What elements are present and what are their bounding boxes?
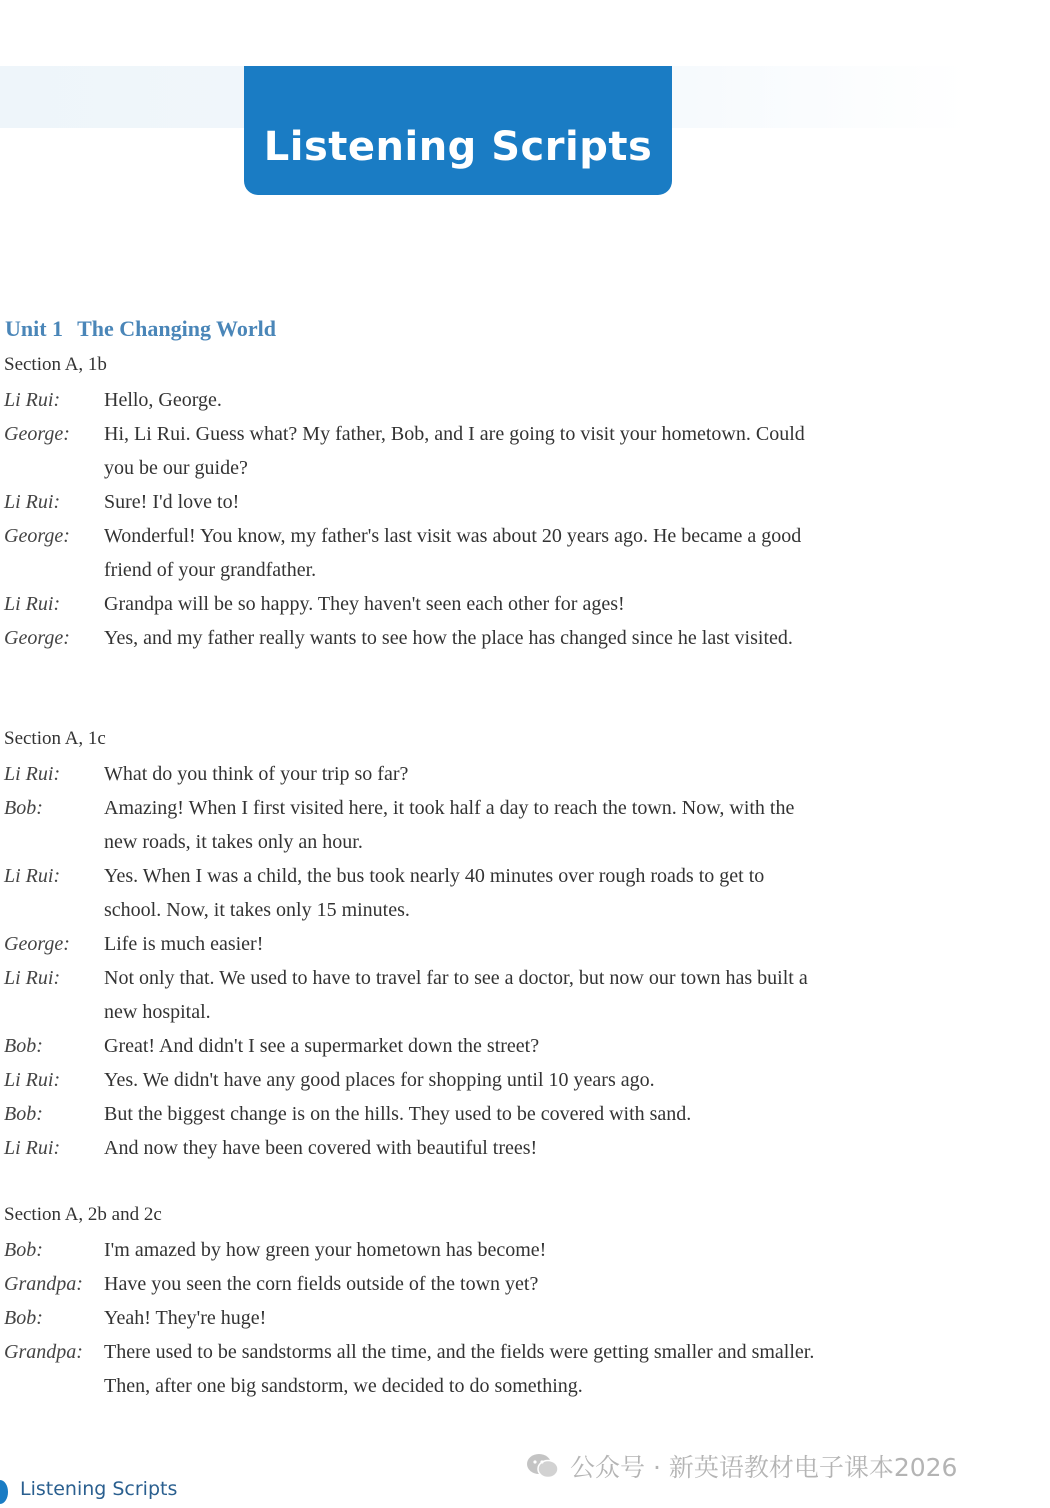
- dialogue-block: [4, 1233, 824, 1403]
- speaker: Li Rui:: [4, 593, 61, 615]
- speaker: Bob:: [4, 1239, 43, 1261]
- watermark-text: 公众号 · 新英语教材电子课本2026: [570, 1453, 958, 1482]
- speaker: Li Rui:: [4, 865, 61, 887]
- dialogue-line: [4, 1301, 824, 1335]
- line-text: Not only that. We used to have to travel far to see a doctor, but now our town has built a new hospital.: [104, 967, 808, 1023]
- dialogue-line: [4, 1097, 824, 1131]
- line-text: Yes. We didn't have any good places for shopping until 10 years ago.: [104, 1069, 655, 1091]
- speaker: Li Rui:: [4, 1137, 61, 1159]
- dialogue-line: [4, 1233, 824, 1267]
- dialogue-line: [4, 485, 824, 519]
- line-text: Yes. When I was a child, the bus took nearly 40 minutes over rough roads to get to school. Now, it takes only 15 minutes.: [104, 865, 765, 921]
- speaker: George:: [4, 423, 70, 445]
- dialogue-line: [4, 791, 824, 859]
- dialogue-line: [4, 1267, 824, 1301]
- line-text: Have you seen the corn fields outside of the town yet?: [104, 1273, 539, 1295]
- speaker: George:: [4, 627, 70, 649]
- footer-label: Listening Scripts: [20, 1478, 178, 1500]
- line-text: Life is much easier!: [104, 933, 264, 955]
- line-text: Great! And didn't I see a supermarket down the street?: [104, 1035, 540, 1057]
- line-text: What do you think of your trip so far?: [104, 763, 409, 785]
- page-title: Listening Scripts: [263, 123, 653, 170]
- dialogue-line: [4, 1131, 824, 1165]
- line-text: Yes, and my father really wants to see how the place has changed since he last visited.: [104, 627, 793, 649]
- section-heading: Section A, 1b: [4, 354, 107, 375]
- dialogue-line: [4, 1063, 824, 1097]
- dialogue-line: [4, 587, 824, 621]
- speaker: George:: [4, 933, 70, 955]
- dialogue-line: [4, 961, 824, 1029]
- unit-name: The Changing World: [77, 316, 276, 341]
- dialogue-line: [4, 621, 824, 655]
- section-heading: Section A, 2b and 2c: [4, 1204, 162, 1225]
- speaker: Li Rui:: [4, 389, 61, 411]
- dialogue-line: [4, 859, 824, 927]
- section-heading: Section A, 1c: [4, 728, 106, 749]
- dialogue-line: [4, 519, 824, 587]
- line-text: And now they have been covered with beautiful trees!: [104, 1137, 538, 1159]
- line-text: Hi, Li Rui. Guess what? My father, Bob, and I are going to visit your hometown. Could you be our guide?: [104, 423, 805, 479]
- speaker: Li Rui:: [4, 763, 61, 785]
- watermark: [526, 1448, 957, 1484]
- line-text: I'm amazed by how green your hometown has become!: [104, 1239, 547, 1261]
- speaker: Bob:: [4, 1103, 43, 1125]
- line-text: Hello, George.: [104, 389, 222, 411]
- dialogue-line: [4, 1029, 824, 1063]
- speaker: Bob:: [4, 1307, 43, 1329]
- footer-marker: [0, 1480, 8, 1504]
- unit-label: Unit 1: [5, 316, 64, 341]
- line-text: Sure! I'd love to!: [104, 491, 240, 513]
- unit-heading: [5, 316, 276, 342]
- dialogue-line: [4, 1335, 824, 1403]
- line-text: There used to be sandstorms all the time, and the fields were getting smaller and smaller. Then, after one big sandstorm, we decided to do something.: [104, 1341, 815, 1397]
- line-text: Amazing! When I first visited here, it took half a day to reach the town. Now, with the new roads, it takes only an hour.: [104, 797, 795, 853]
- dialogue-block: [4, 757, 824, 1165]
- wechat-icon: [526, 1453, 560, 1479]
- dialogue-block: [4, 383, 824, 655]
- title-banner: [244, 66, 672, 195]
- dialogue-line: [4, 927, 824, 961]
- speaker: Li Rui:: [4, 1069, 61, 1091]
- speaker: Bob:: [4, 1035, 43, 1057]
- speaker: Li Rui:: [4, 967, 61, 989]
- dialogue-line: [4, 757, 824, 791]
- speaker: Grandpa:: [4, 1273, 83, 1295]
- line-text: Yeah! They're huge!: [104, 1307, 267, 1329]
- speaker: Li Rui:: [4, 491, 61, 513]
- speaker: Grandpa:: [4, 1341, 83, 1363]
- line-text: Wonderful! You know, my father's last visit was about 20 years ago. He became a good friend of your grandfather.: [104, 525, 802, 581]
- line-text: But the biggest change is on the hills. They used to be covered with sand.: [104, 1103, 692, 1125]
- dialogue-line: [4, 383, 824, 417]
- dialogue-line: [4, 417, 824, 485]
- line-text: Grandpa will be so happy. They haven't seen each other for ages!: [104, 593, 625, 615]
- speaker: Bob:: [4, 797, 43, 819]
- speaker: George:: [4, 525, 70, 547]
